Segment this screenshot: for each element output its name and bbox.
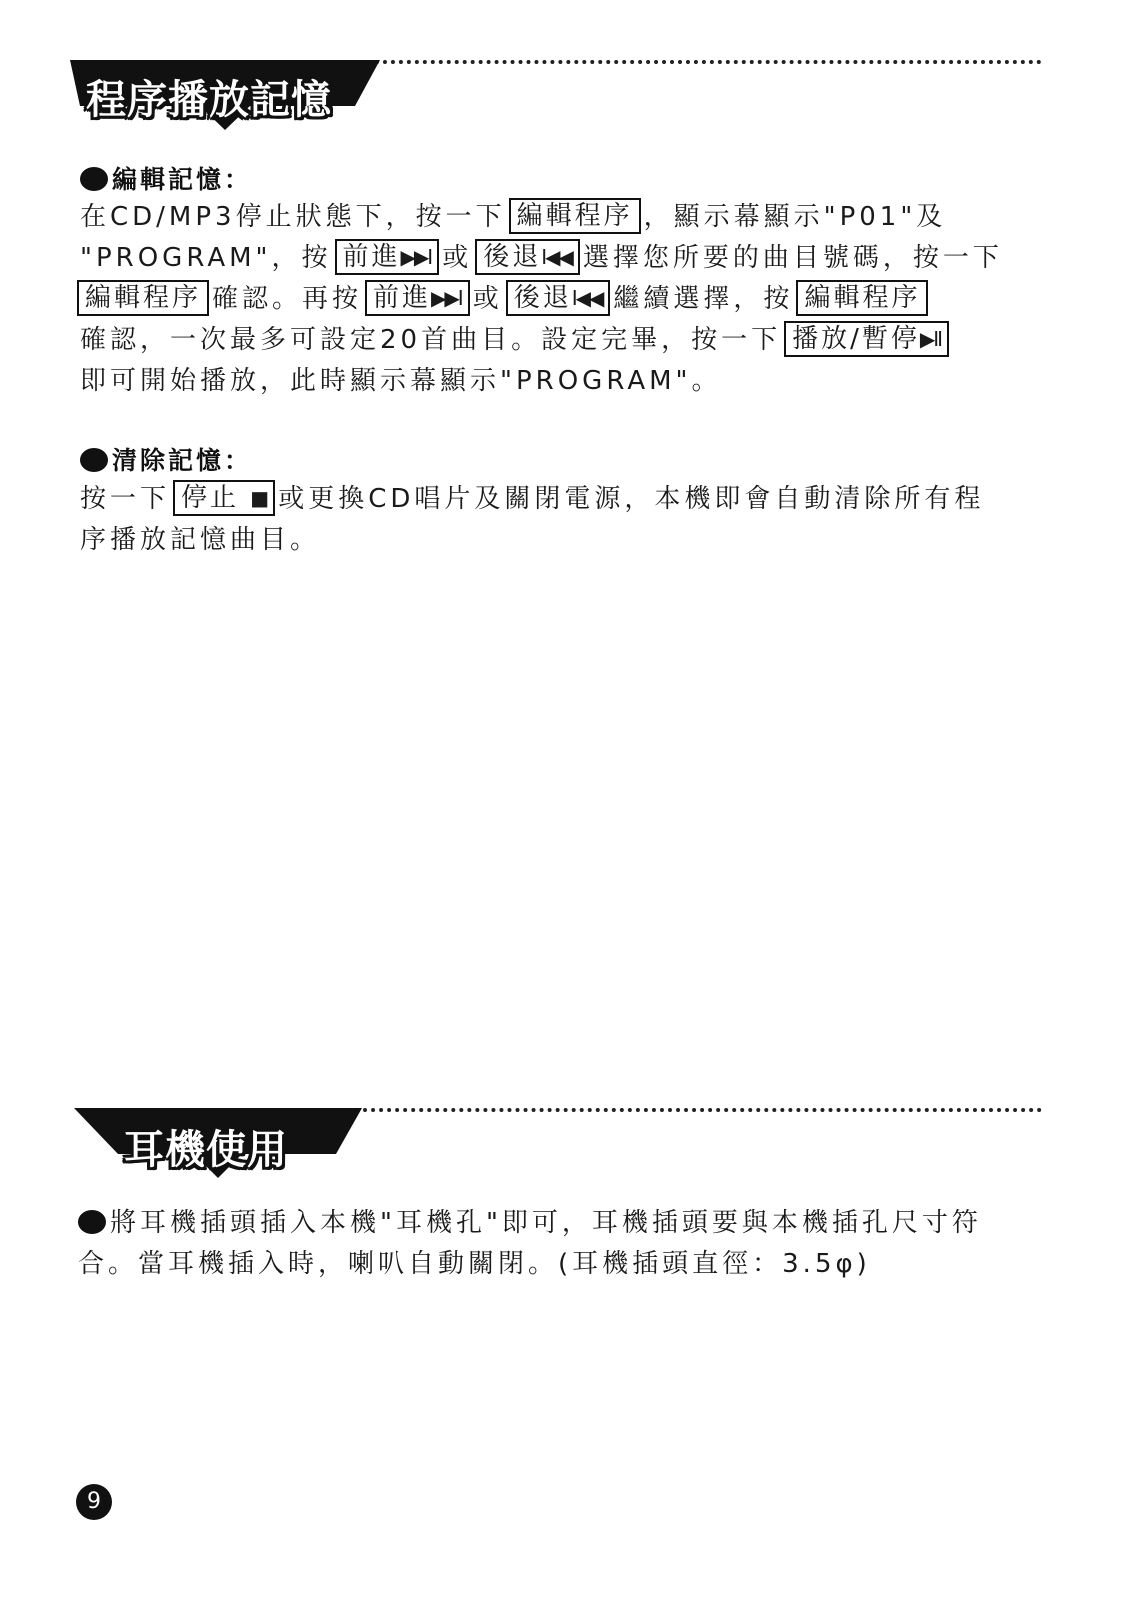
page-number: 9 bbox=[76, 1484, 112, 1520]
clear-memory-paragraph bbox=[80, 479, 984, 561]
skip-back-icon: I◀◀ bbox=[571, 286, 603, 310]
edit-program-key: 編輯程序 bbox=[77, 280, 209, 316]
stop-icon: ■ bbox=[250, 486, 268, 510]
forward-key: 前進▶▶I bbox=[335, 239, 440, 275]
bullet-icon bbox=[80, 167, 108, 191]
paragraph-line: 序播放記憶曲目。 bbox=[80, 525, 321, 555]
stop-key: 停止 ■ bbox=[173, 480, 275, 516]
forward-key: 前進▶▶I bbox=[365, 280, 470, 316]
edit-memory-paragraph bbox=[80, 197, 1003, 402]
edit-memory-heading: 編輯記憶： bbox=[80, 160, 252, 196]
section1-title: 程序播放記憶 bbox=[86, 77, 332, 123]
play-pause-key: 播放/暫停▶II bbox=[784, 321, 949, 357]
clear-memory-heading: 清除記憶： bbox=[80, 441, 252, 477]
section2-dotted-rule bbox=[355, 1108, 1042, 1112]
section2-title: 耳機使用 bbox=[124, 1127, 288, 1173]
paragraph-line: 編輯程序 確認。再按 前進▶▶I 或 後退I◀◀ 繼續選擇，按 編輯程序 bbox=[74, 279, 1003, 320]
backward-key: 後退I◀◀ bbox=[506, 280, 611, 316]
paragraph-line: 在CD/MP3停止狀態下，按一下 編輯程序 ，顯示幕顯示"P01"及 bbox=[80, 197, 1003, 238]
bullet-icon bbox=[80, 448, 108, 472]
skip-forward-icon: ▶▶I bbox=[431, 286, 462, 310]
play-pause-icon: ▶II bbox=[919, 327, 942, 351]
paragraph-line: 將耳機插頭插入本機"耳機孔"即可，耳機插頭要與本機插孔尺寸符 bbox=[78, 1203, 982, 1244]
skip-back-icon: I◀◀ bbox=[541, 245, 572, 269]
edit-program-key: 編輯程序 bbox=[796, 280, 928, 316]
paragraph-line: "PROGRAM"，按 前進▶▶I 或 後退I◀◀ 選擇您所要的曲目號碼，按一下 bbox=[80, 238, 1003, 279]
paragraph-line: 按一下 停止 ■ 或更換CD唱片及關閉電源，本機即會自動清除所有程 bbox=[80, 479, 984, 520]
paragraph-line: 即可開始播放，此時顯示幕顯示"PROGRAM"。 bbox=[80, 366, 722, 396]
skip-forward-icon: ▶▶I bbox=[400, 245, 432, 269]
edit-program-key: 編輯程序 bbox=[509, 198, 641, 234]
paragraph-line: 合。當耳機插入時，喇叭自動關閉。(耳機插頭直徑：3.5φ) bbox=[78, 1249, 871, 1279]
bullet-icon bbox=[78, 1210, 106, 1234]
headphone-paragraph bbox=[78, 1203, 982, 1285]
paragraph-line: 確認，一次最多可設定20首曲目。設定完畢，按一下 播放/暫停▶II bbox=[80, 320, 1003, 361]
backward-key: 後退I◀◀ bbox=[475, 239, 580, 275]
